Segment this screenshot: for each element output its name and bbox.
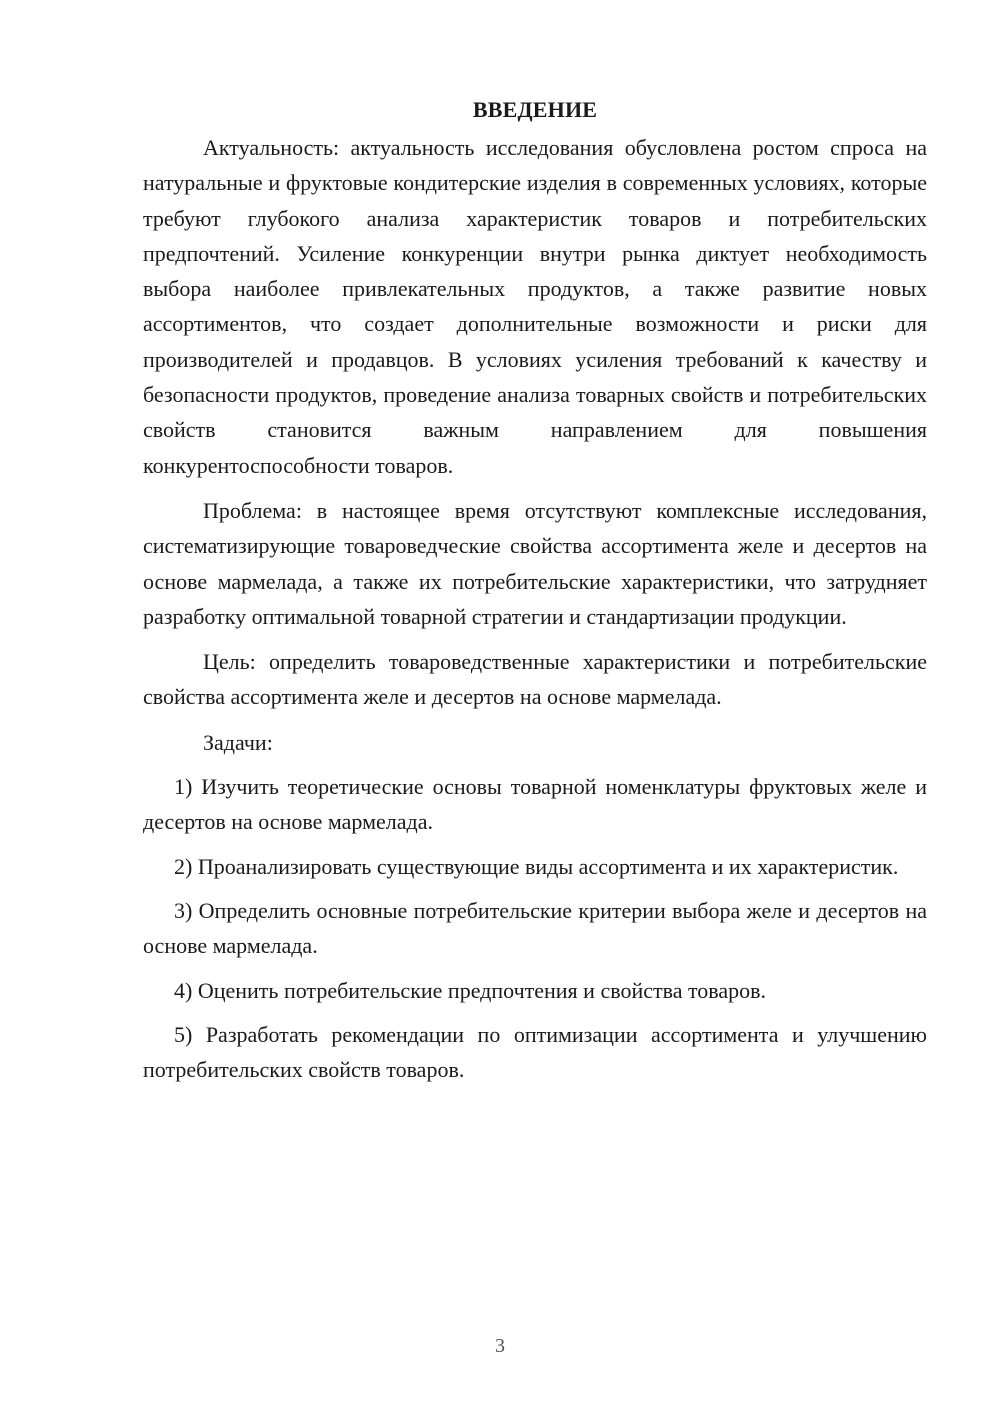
task-item-4: 4) Оценить потребительские предпочтения и свойства товаров.	[174, 977, 767, 1003]
goal-paragraph: Цель: определить товароведственные характеристики и потребительские свойства ассортимента желе и десертов на основе мармелада.	[143, 649, 927, 710]
task-item-1: 1) Изучить теоретические основы товарной номенклатуры фруктовых желе и десертов на основе мармелада.	[143, 774, 927, 835]
task-item-2: 2) Проанализировать существующие виды ассортимента и их характеристик.	[174, 853, 899, 879]
task-item-5: 5) Разработать рекомендации по оптимизации ассортимента и улучшению потребительских свойств товаров.	[143, 1021, 927, 1083]
document-page	[143, 92, 927, 1087]
task-item-3: 3) Определить основные потребительские критерии выбора желе и десертов на основе мармелада.	[143, 897, 927, 959]
problem-paragraph: Проблема: в настоящее время отсутствуют комплексные исследования, систематизирующие товароведческие свойства ассортимента желе и десертов на основе мармелада, а также их потребительские характеристики, что затрудняет разработку оптимальной товарной стратегии и стандартизации продукции.	[143, 497, 927, 629]
tasks-heading: Задачи:	[203, 729, 273, 755]
page-title: ВВЕДЕНИЕ	[472, 97, 598, 122]
relevance-paragraph: Актуальность: актуальность исследования обусловлена ростом спроса на натуральные и фруктовые кондитерские изделия в современных условиях, которые требуют глубокого анализа характеристик товаров и потребительских предпочтений. Усиление конкуренции внутри рынка диктует необходимость выбора наиболее привлекательных продуктов, а также развитие новых ассортиментов, что создает дополнительные возможности и риски для производителей и продавцов. В условиях усиления требований к качеству и безопасности продуктов, проведение анализа товарных свойств и потребительских свойств становится важным направлением для повышения конкурентоспособности товаров.	[143, 135, 927, 478]
page-number: 3	[495, 1335, 505, 1357]
